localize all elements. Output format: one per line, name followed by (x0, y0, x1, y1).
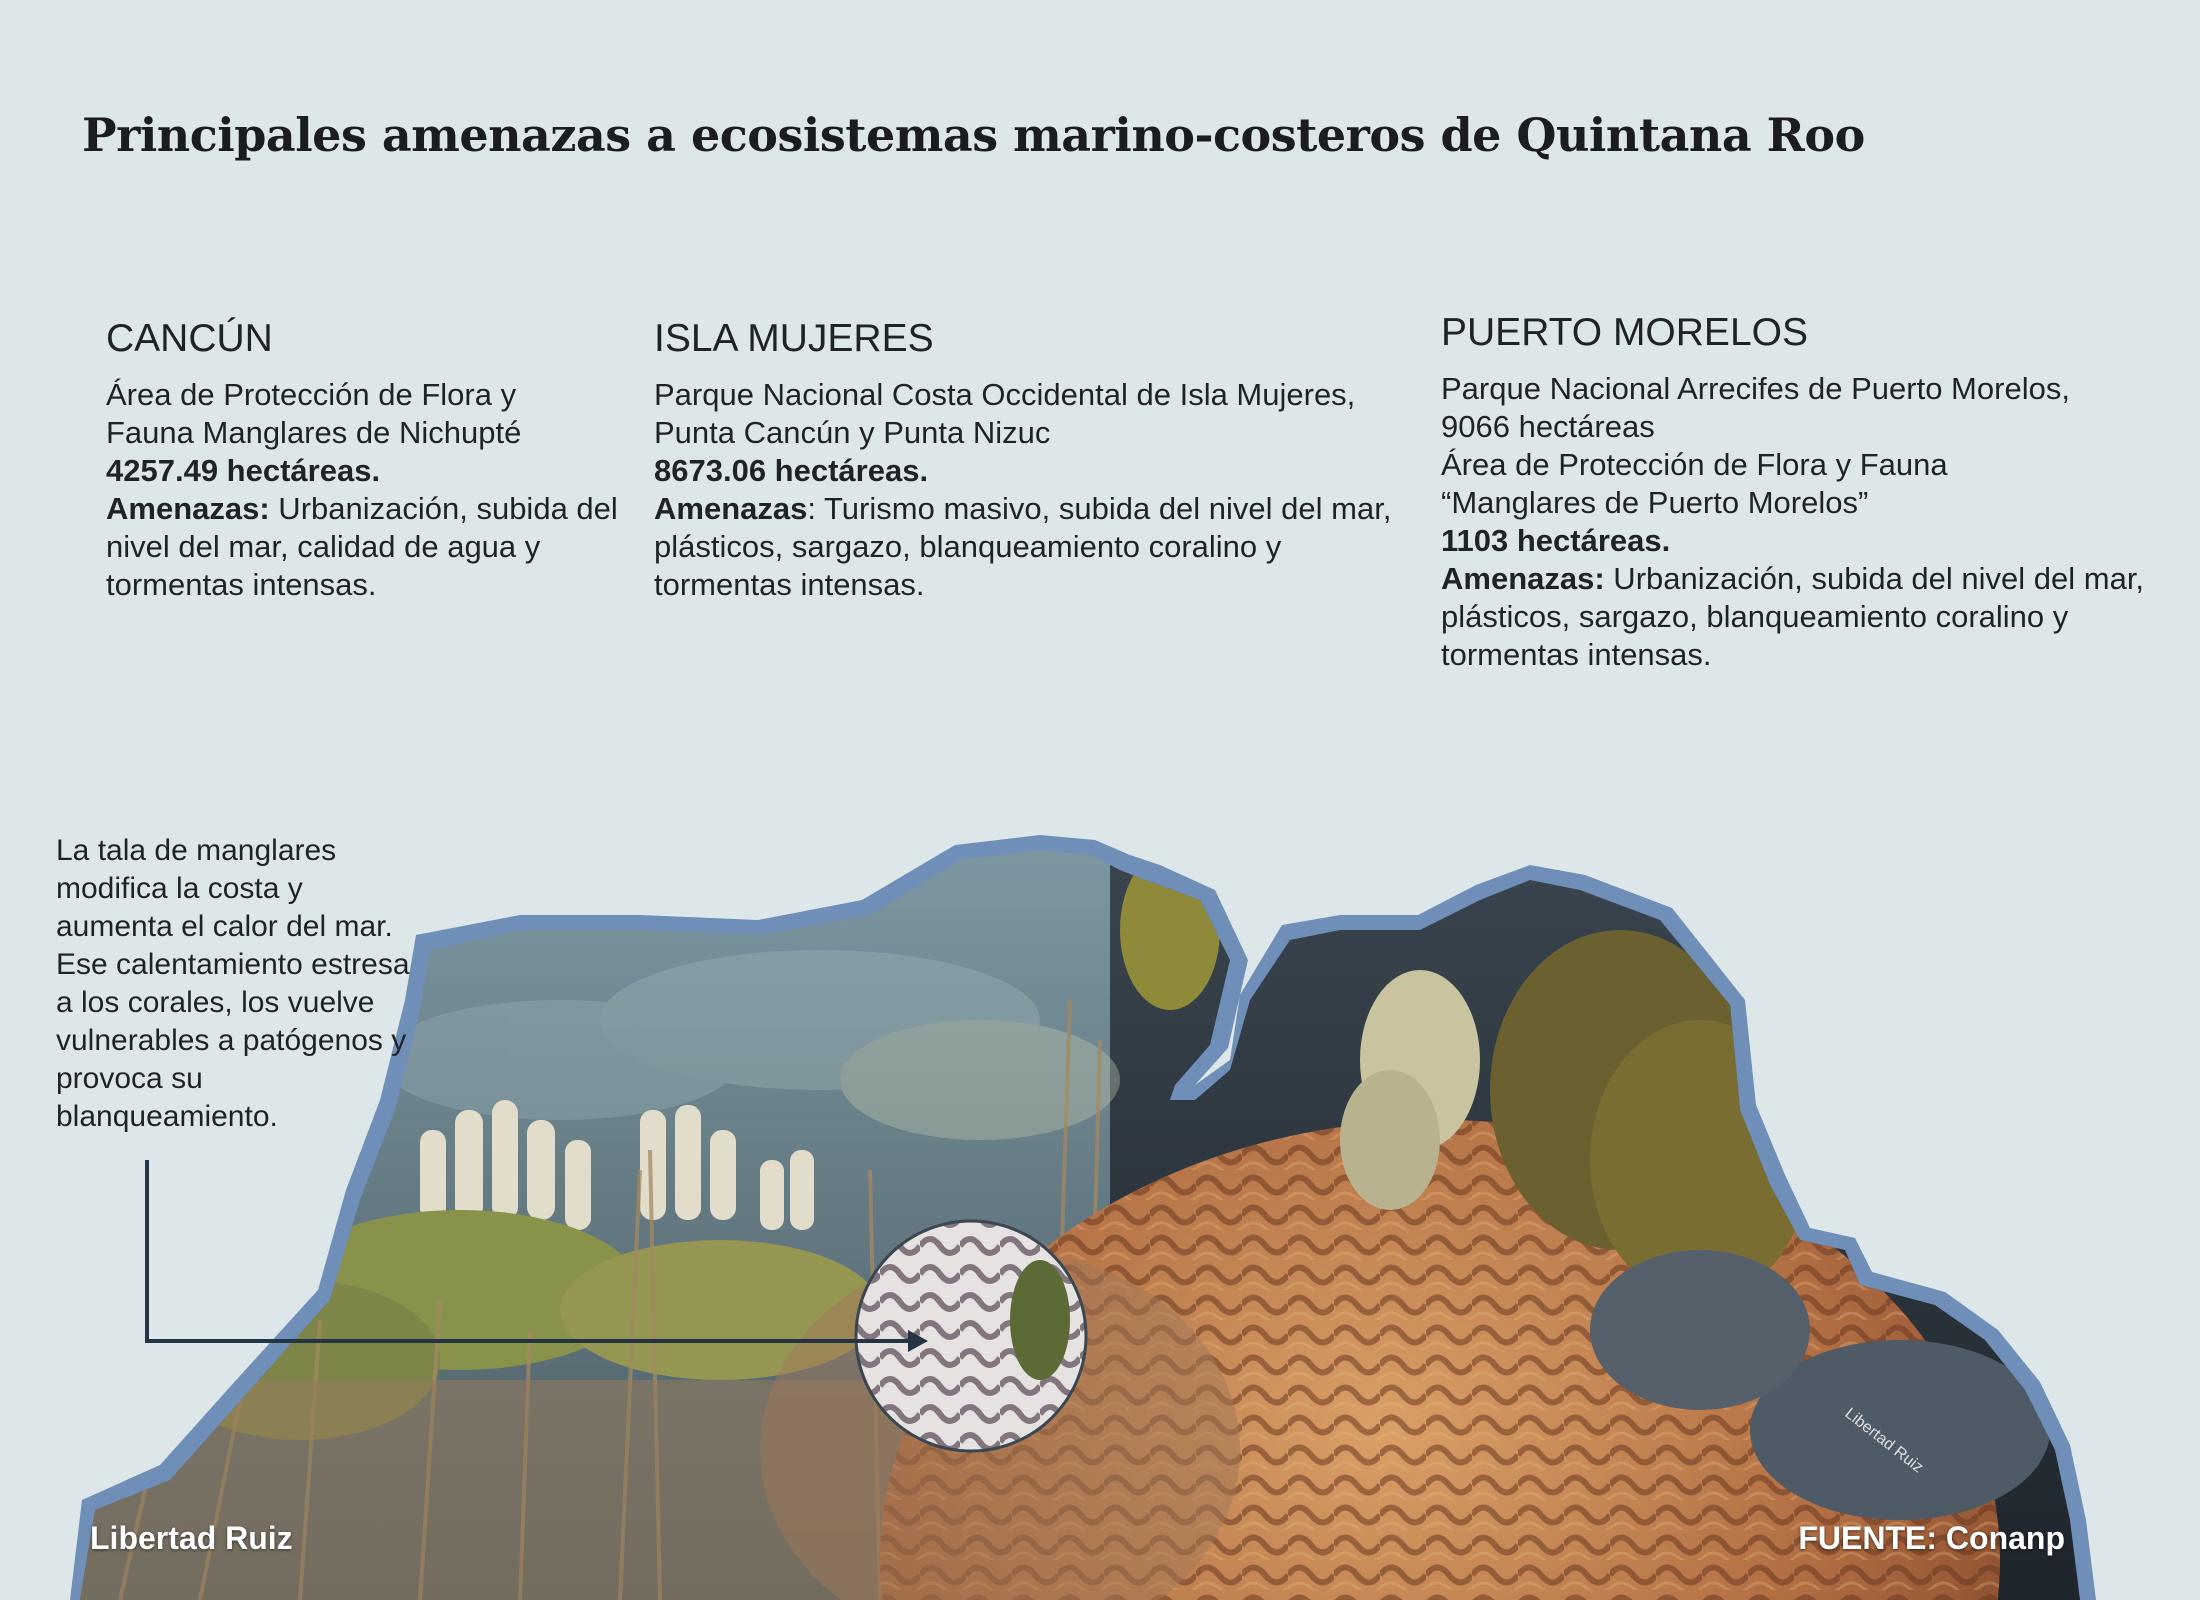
area-line: Fauna Manglares de Nichupté (106, 415, 522, 450)
area-line: Parque Nacional Costa Occidental de Isla Mujeres, (654, 377, 1356, 412)
section-heading: ISLA MUJERES (654, 317, 934, 360)
area-line: 9066 hectáreas (1441, 409, 1655, 444)
threats-label: Amenazas (654, 491, 808, 526)
threats-label: Amenazas: (106, 491, 270, 526)
area-line: Área de Protección de Flora y Fauna (1441, 447, 1948, 482)
area-line: Parque Nacional Arrecifes de Puerto Morelos, (1441, 371, 2070, 406)
photo-watermark: Libertad Ruiz (1841, 1405, 1927, 1477)
threats-list: : Turismo masivo, subida del nivel del mar, plásticos, sargazo, blanqueamiento coralino y tormentas intensas. (654, 491, 1392, 602)
area-line: “Manglares de Puerto Morelos” (1441, 485, 1869, 520)
section-heading: PUERTO MORELOS (1441, 311, 1808, 354)
threats-label: Amenazas: (1441, 561, 1605, 596)
area-line: Punta Cancún y Punta Nizuc (654, 415, 1051, 450)
threats-list: Urbanización, subida del nivel del mar, plásticos, sargazo, blanqueamiento coralino y tormentas intensas. (1441, 561, 2145, 672)
source-credit: FUENTE: Conanp (1798, 1520, 2065, 1556)
threats-list: Urbanización, subida del nivel del mar, calidad de agua y tormentas intensas. (106, 491, 618, 602)
section-heading: CANCÚN (106, 317, 273, 360)
hectares-value: 1103 hectáreas. (1441, 523, 1671, 558)
page-title: Principales amenazas a ecosistemas marino-costeros de Quintana Roo (82, 108, 1865, 162)
hectares-value: 4257.49 hectáreas. (106, 453, 381, 488)
area-line: Área de Protección de Flora y (106, 377, 517, 412)
photo-credit: Libertad Ruiz (90, 1520, 293, 1556)
callout-text: La tala de manglares modifica la costa y aumenta el calor del mar. Ese calentamiento estresa a los corales, los vuelve vulnerables a patógenos y provoca su blanqueamiento. (56, 834, 410, 1133)
hectares-value: 8673.06 hectáreas. (654, 453, 929, 488)
